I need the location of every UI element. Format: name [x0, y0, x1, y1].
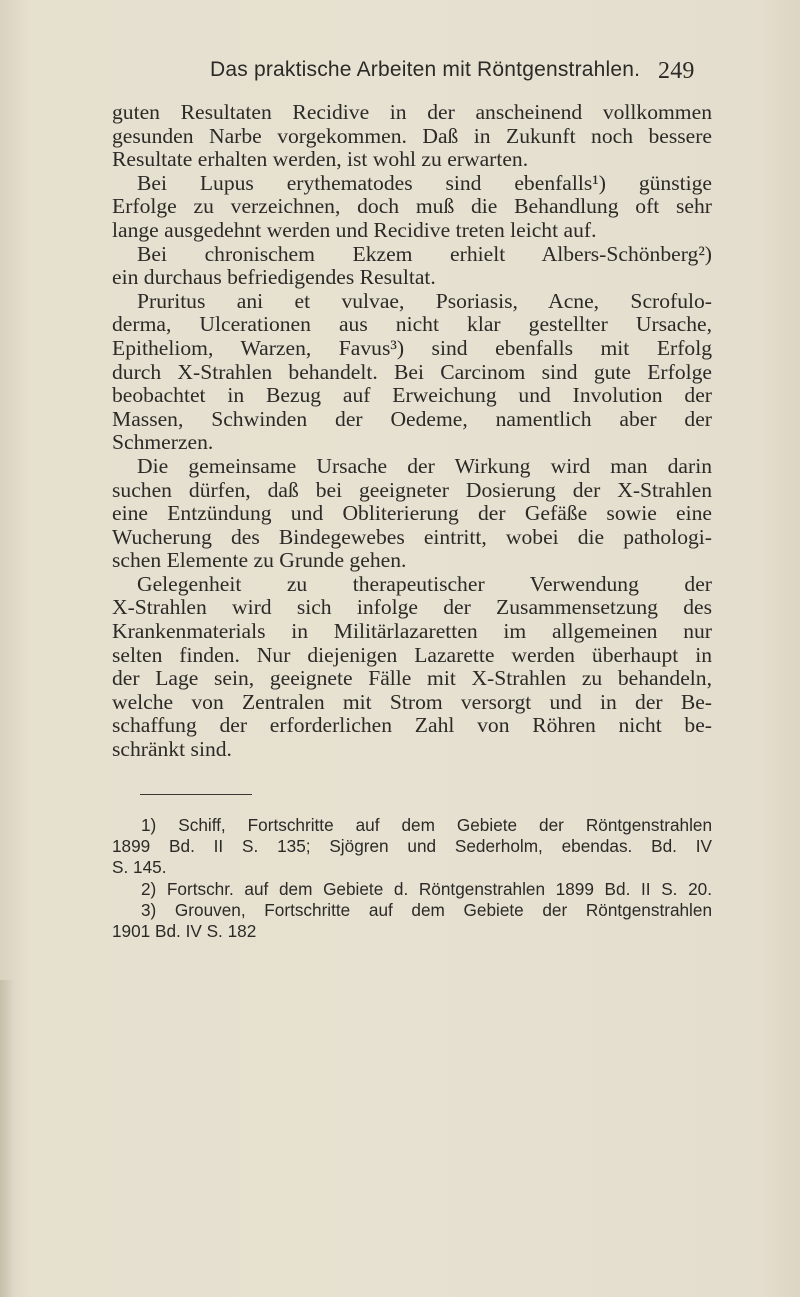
page-number: 249 — [658, 58, 695, 84]
text-line: Bei Lupus erythematodes sind ebenfalls¹) günstige — [137, 170, 712, 195]
footnote-divider — [140, 794, 252, 795]
text-line: Massen, Schwinden der Oedeme, namentlich aber der — [112, 406, 712, 431]
text-line: Schmerzen. — [112, 430, 214, 455]
text-line: Erfolge zu verzeichnen, doch muß die Behandlung oft sehr — [112, 194, 712, 219]
text-line: schränkt sind. — [112, 737, 232, 762]
text-line: Die gemeinsame Ursache der Wirkung wird man darin — [137, 453, 712, 478]
text-line: Krankenmaterials in Militärlazaretten im allgemeinen nur — [112, 619, 712, 644]
text-line: Epitheliom, Warzen, Favus³) sind ebenfalls mit Erfolg — [112, 335, 712, 360]
text-line: ein durchaus befriedigendes Resultat. — [112, 265, 436, 290]
footnote-line: 2) Fortschr. auf dem Gebiete d. Röntgenstrahlen 1899 Bd. II S. 20. — [141, 878, 712, 899]
text-line: gesunden Narbe vorgekommen. Daß in Zukunft noch bessere — [112, 123, 712, 148]
footnote-line: 1901 Bd. IV S. 182 — [112, 920, 257, 941]
text-line: beobachtet in Bezug auf Erweichung und Involution der — [112, 383, 712, 408]
text-line: X-Strahlen wird sich infolge der Zusammensetzung des — [112, 595, 712, 620]
text-line: eine Entzündung und Obliterierung der Gefäße sowie eine — [112, 501, 712, 526]
text-line: lange ausgedehnt werden und Recidive treten leicht auf. — [112, 217, 597, 242]
body-text — [112, 101, 712, 762]
footnote-line: 3) Grouven, Fortschritte auf dem Gebiete der Röntgenstrahlen — [141, 899, 712, 920]
text-line: welche von Zentralen mit Strom versorgt und in der Be- — [112, 689, 712, 714]
text-line: Wucherung des Bindegewebes eintritt, wobei die pathologi- — [112, 524, 712, 549]
text-line: guten Resultaten Recidive in der anscheinend vollkommen — [112, 100, 712, 124]
footnote-line: S. 145. — [112, 857, 167, 878]
text-line: schen Elemente zu Grunde gehen. — [112, 548, 407, 573]
text-line: selten finden. Nur diejenigen Lazarette werden überhaupt in — [112, 642, 712, 667]
text-line: schaffung der erforderlichen Zahl von Röhren nicht be- — [112, 713, 712, 738]
text-line: Gelegenheit zu therapeutischer Verwendung der — [137, 571, 712, 596]
text-line: Pruritus ani et vulvae, Psoriasis, Acne, Scrofulo- — [137, 288, 712, 313]
text-line: Bei chronischem Ekzem erhielt Albers-Schönberg²) — [137, 241, 712, 266]
text-line: derma, Ulcerationen aus nicht klar gestellter Ursache, — [112, 312, 712, 337]
text-line: durch X-Strahlen behandelt. Bei Carcinom sind gute Erfolge — [112, 359, 712, 384]
footnote-line: 1899 Bd. II S. 135; Sjögren und Sederholm, ebendas. Bd. IV — [112, 836, 712, 857]
page-edge-shadow — [0, 980, 14, 1297]
text-line: Resultate erhalten werden, ist wohl zu erwarten. — [112, 147, 529, 172]
text-line: der Lage sein, geeignete Fälle mit X-Strahlen zu behandeln, — [112, 666, 712, 691]
running-title: Das praktische Arbeiten mit Röntgenstrahlen. — [210, 58, 641, 81]
footnote-line: 1) Schiff, Fortschritte auf dem Gebiete der Röntgenstrahlen — [141, 815, 712, 835]
footnotes — [112, 815, 712, 942]
text-line: suchen dürfen, daß bei geeigneter Dosierung der X-Strahlen — [112, 477, 712, 502]
